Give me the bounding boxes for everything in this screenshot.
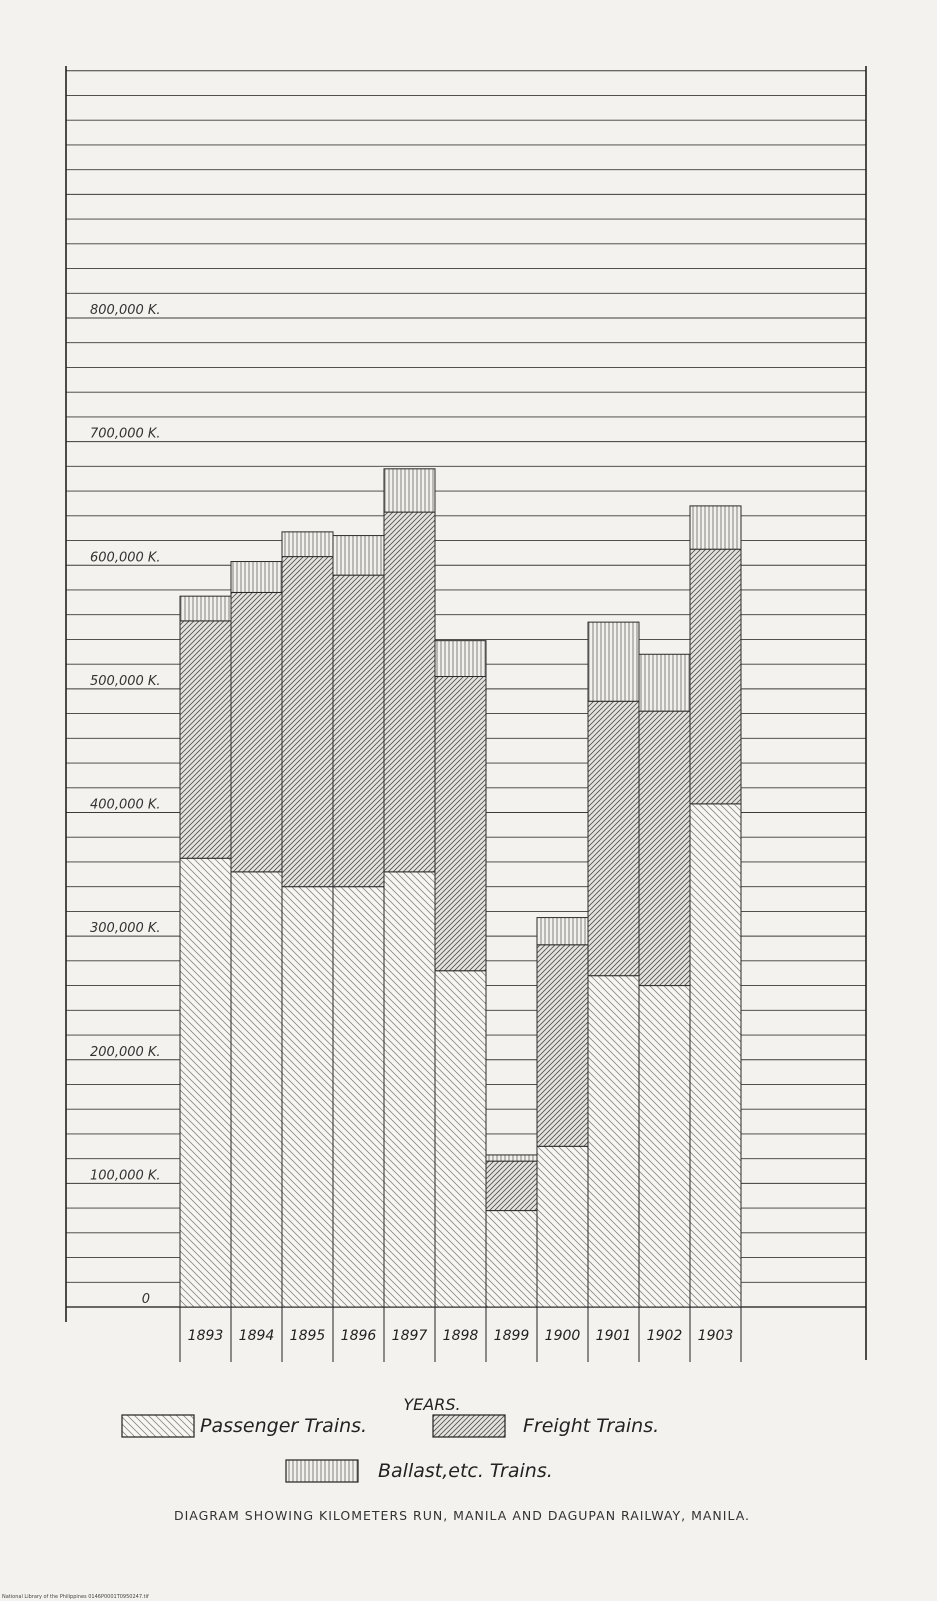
x-tick-label: 1895: [289, 1328, 326, 1344]
legend-swatch: [286, 1460, 358, 1482]
bar-freight: [639, 711, 690, 985]
x-tick-label: 1900: [544, 1328, 581, 1344]
bar-ballast: [333, 536, 384, 576]
bar-ballast: [180, 596, 231, 621]
bar-passenger: [435, 971, 486, 1307]
legend: [122, 1415, 659, 1482]
x-axis-title: YEARS.: [403, 1395, 461, 1414]
bar-passenger: [231, 872, 282, 1307]
x-tick-label: 1894: [238, 1328, 275, 1344]
legend-label: Passenger Trains.: [200, 1415, 368, 1437]
y-tick-label: 400,000 K.: [90, 797, 161, 813]
x-axis-tick-labels: [188, 1328, 734, 1344]
bar-freight: [537, 945, 588, 1147]
bar-ballast: [537, 918, 588, 945]
bar-freight: [435, 677, 486, 971]
footer-text: National Library of the Philippines 0146P0001T0950247.tif: [2, 1594, 149, 1600]
bar-freight: [588, 701, 639, 975]
bar-ballast: [486, 1155, 537, 1161]
legend-label: Freight Trains.: [523, 1415, 660, 1437]
bar-freight: [486, 1161, 537, 1210]
y-axis-tick-labels: [90, 303, 161, 1307]
x-tick-label: 1898: [442, 1328, 479, 1344]
bar-passenger: [639, 986, 690, 1307]
y-tick-label: 700,000 K.: [90, 426, 161, 442]
legend-swatch: [122, 1415, 194, 1437]
x-tick-label: 1897: [391, 1328, 428, 1344]
bar-freight: [180, 621, 231, 858]
x-tick-label: 1893: [187, 1328, 224, 1344]
bar-passenger: [282, 887, 333, 1307]
x-tick-label: 1903: [697, 1328, 734, 1344]
x-tick-label: 1901: [595, 1328, 632, 1344]
bar-passenger: [180, 858, 231, 1307]
bar-group: [180, 469, 741, 1307]
bar-freight: [231, 592, 282, 871]
y-tick-label: 600,000 K.: [90, 550, 161, 566]
bar-ballast: [435, 641, 486, 677]
bar-passenger: [486, 1211, 537, 1307]
bar-freight: [690, 549, 741, 804]
legend-label: Ballast,etc. Trains.: [378, 1460, 553, 1482]
bar-ballast: [384, 469, 435, 512]
bar-ballast: [690, 506, 741, 549]
y-tick-label: 200,000 K.: [90, 1044, 161, 1060]
bar-passenger: [588, 976, 639, 1307]
x-tick-label: 1896: [340, 1328, 377, 1344]
bar-ballast: [231, 562, 282, 593]
chart-title: DIAGRAM SHOWING KILOMETERS RUN, MANILA AND DAGUPAN RAILWAY, MANILA.: [173, 1508, 751, 1523]
bar-passenger: [333, 887, 384, 1307]
bar-freight: [282, 557, 333, 887]
bar-passenger: [690, 804, 741, 1307]
bar-ballast: [639, 654, 690, 711]
bar-freight: [333, 575, 384, 887]
y-tick-label: 500,000 K.: [90, 673, 161, 689]
legend-swatch: [433, 1415, 505, 1437]
bar-passenger: [384, 872, 435, 1307]
y-tick-label: 300,000 K.: [90, 921, 161, 937]
x-tick-label: 1902: [646, 1328, 683, 1344]
y-tick-label: 0: [141, 1292, 150, 1307]
bar-ballast: [282, 532, 333, 557]
bar-freight: [384, 512, 435, 872]
bar-passenger: [537, 1146, 588, 1307]
y-tick-label: 800,000 K.: [90, 303, 161, 318]
bar-ballast: [588, 622, 639, 701]
x-tick-label: 1899: [493, 1328, 530, 1344]
y-tick-label: 100,000 K.: [90, 1168, 161, 1184]
